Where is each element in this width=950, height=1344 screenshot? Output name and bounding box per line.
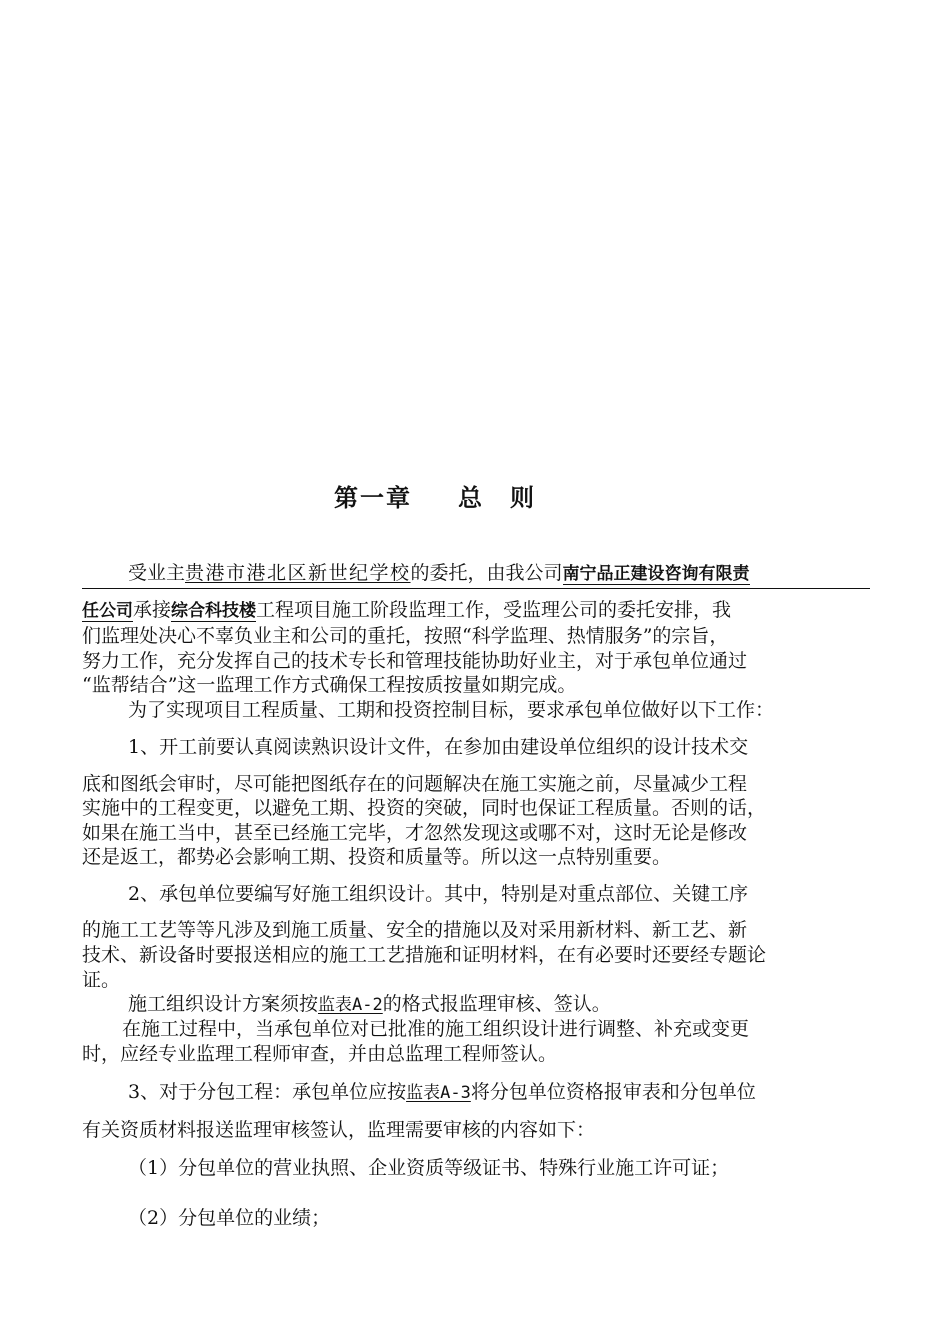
form-ref-a3: 监表A-3: [406, 1083, 471, 1103]
p1-line5: “监帮结合”这一监理工作方式确保工程按质按量如期完成。: [82, 674, 577, 696]
p1-line1: 受业主贵港市港北区新世纪学校的委托，由我公司南宁品正建设咨询有限责: [128, 562, 750, 584]
item3-line1: 3、对于分包工程：承包单位应按监表A-3将分包单位资格报审表和分包单位: [128, 1081, 756, 1103]
p2-line: 为了实现项目工程质量、工期和投资控制目标，要求承包单位做好以下工作：: [128, 699, 775, 721]
p1-line4: 努力工作，充分发挥自己的技术专长和管理技能协助好业主，对于承包单位通过: [82, 650, 748, 672]
chapter-name: 总 则: [458, 484, 536, 512]
item2-line7: 时，应经专业监理工程师审查，并由总监理工程师签认。: [82, 1043, 558, 1065]
item1-line4: 如果在施工当中，甚至已经施工完毕，才忽然发现这或哪不对，这时无论是修改: [82, 822, 748, 844]
p1-line3: 们监理处决心不辜负业主和公司的重托，按照“科学监理、热情服务”的宗旨，: [82, 625, 729, 647]
client-name: 贵港市港北区新世纪学校: [185, 562, 411, 584]
item1-line1: 1、开工前要认真阅读熟识设计文件，在参加由建设单位组织的设计技术交: [128, 736, 749, 758]
chapter-number: 第一章: [334, 484, 412, 512]
item1-line3: 实施中的工程变更，以避免工期、投资的突破，同时也保证工程质量。否则的话，: [82, 797, 767, 819]
item1-line2: 底和图纸会审时，尽可能把图纸存在的问题解决在施工实施之前，尽量减少工程: [82, 773, 748, 795]
company-underline: [82, 588, 870, 589]
item2-line1: 2、承包单位要编写好施工组织设计。其中，特别是对重点部位、关键工序: [128, 883, 749, 905]
chapter-title: [0, 478, 870, 513]
item3-sub1: （1）分包单位的营业执照、企业资质等级证书、特殊行业施工许可证；: [128, 1157, 730, 1179]
project-name: 综合科技楼: [171, 601, 257, 621]
company-name-part1: 南宁品正建设咨询有限责: [562, 564, 750, 584]
item2-line4: 证。: [82, 969, 121, 991]
item3-line2: 有关资质材料报送监理审核签认，监理需要审核的内容如下：: [82, 1119, 596, 1141]
company-name-part2: 任公司: [82, 601, 133, 621]
item3-sub2: （2）分包单位的业绩；: [128, 1207, 331, 1229]
item2-line6: 在施工过程中，当承包单位对已批准的施工组织设计进行调整、补充或变更: [122, 1018, 750, 1040]
form-ref-a2: 监表A-2: [318, 995, 383, 1015]
item2-line5: 施工组织设计方案须按监表A-2的格式报监理审核、签认。: [128, 993, 611, 1015]
p1-line2: 任公司承接综合科技楼工程项目施工阶段监理工作，受监理公司的委托安排，我: [82, 599, 732, 621]
item1-line5: 还是返工，都势必会影响工期、投资和质量等。所以这一点特别重要。: [82, 846, 672, 868]
item2-line3: 技术、新设备时要报送相应的施工工艺措施和证明材料，在有必要时还要经专题论: [82, 944, 767, 966]
item2-line2: 的施工工艺等等凡涉及到施工质量、安全的措施以及对采用新材料、新工艺、新: [82, 919, 748, 941]
